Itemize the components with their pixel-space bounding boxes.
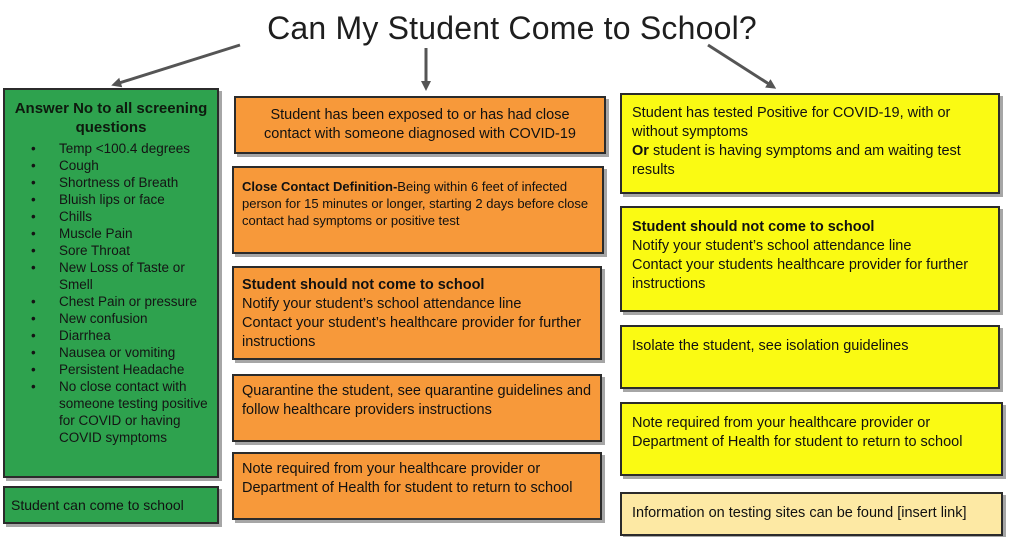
exposed-box	[234, 96, 606, 154]
arrow-right	[708, 45, 772, 86]
screening-item: • No close contact with someone testing positive for COVID or having COVID symptoms	[59, 378, 213, 446]
screening-item: • New confusion	[59, 310, 213, 327]
tested-positive-box	[620, 93, 1000, 194]
can-come-text: Student can come to school	[11, 496, 184, 513]
close-contact-text: Being within 6 feet of infected person for 15 minutes or longer, starting 2 days before close contact had symptoms or positive test	[242, 179, 589, 229]
isolate-box	[620, 325, 1000, 389]
screening-item: • Temp <100.4 degrees	[59, 140, 213, 157]
close-contact-definition-box	[232, 166, 604, 254]
can-come-to-school-box	[3, 486, 219, 524]
testing-sites-box	[620, 492, 1003, 536]
tested-positive-text: Student has tested Positive for COVID-19, with or without symptoms	[632, 105, 951, 141]
waiting-results-text: student is having symptoms and am waiting test results	[632, 143, 961, 179]
should-not-come-box-positive	[620, 206, 1000, 312]
quarantine-box	[232, 374, 602, 442]
testing-sites-text: Information on testing sites can be found [insert link]	[632, 505, 967, 522]
contact-provider-text: Contact your students healthcare provider for further instructions	[632, 257, 969, 293]
quarantine-text: Quarantine the student, see quarantine guidelines and follow healthcare providers instructions	[242, 383, 592, 419]
return-note-box-exposed	[232, 452, 602, 520]
isolate-text: Isolate the student, see isolation guidelines	[632, 338, 909, 354]
screening-heading: Answer No to all screening questions	[14, 100, 208, 136]
screening-list	[9, 140, 213, 446]
screening-item: • Diarrhea	[59, 327, 213, 344]
screening-item: • Nausea or vomiting	[59, 344, 213, 361]
close-contact-label: Close Contact Definition-	[242, 179, 398, 194]
or-label: Or	[632, 143, 649, 160]
screening-item: • New Loss of Taste or Smell	[59, 259, 213, 293]
should-not-come-box-exposed	[232, 266, 602, 360]
screening-item: • Chest Pain or pressure	[59, 293, 213, 310]
exposed-text: Student has been exposed to or has had close contact with someone diagnosed with COVID-19	[264, 106, 576, 142]
contact-provider-text: Contact your student’s healthcare provider for further instructions	[242, 315, 582, 351]
screening-questions-box	[3, 88, 219, 478]
symptoms-waiting-line	[632, 142, 988, 180]
screening-item: • Sore Throat	[59, 242, 213, 259]
should-not-heading: Student should not come to school	[632, 219, 875, 235]
notify-attendance-text: Notify your student’s school attendance line	[242, 296, 522, 313]
return-note-box-positive	[620, 402, 1003, 476]
arrow-left	[116, 45, 240, 84]
screening-item: • Bluish lips or face	[59, 191, 213, 208]
return-note-text: Note required from your healthcare provider or Department of Health for student to return to school	[242, 461, 573, 497]
screening-item: • Persistent Headache	[59, 361, 213, 378]
notify-attendance-text: Notify your student’s school attendance line	[632, 238, 912, 255]
page-title: Can My Student Come to School?	[267, 10, 757, 46]
return-note-text: Note required from your healthcare provider or Department of Health for student to return to school	[632, 415, 963, 451]
screening-item: • Chills	[59, 208, 213, 225]
screening-item: • Cough	[59, 157, 213, 174]
should-not-heading: Student should not come to school	[242, 277, 485, 293]
screening-item: • Muscle Pain	[59, 225, 213, 242]
screening-item: • Shortness of Breath	[59, 174, 213, 191]
